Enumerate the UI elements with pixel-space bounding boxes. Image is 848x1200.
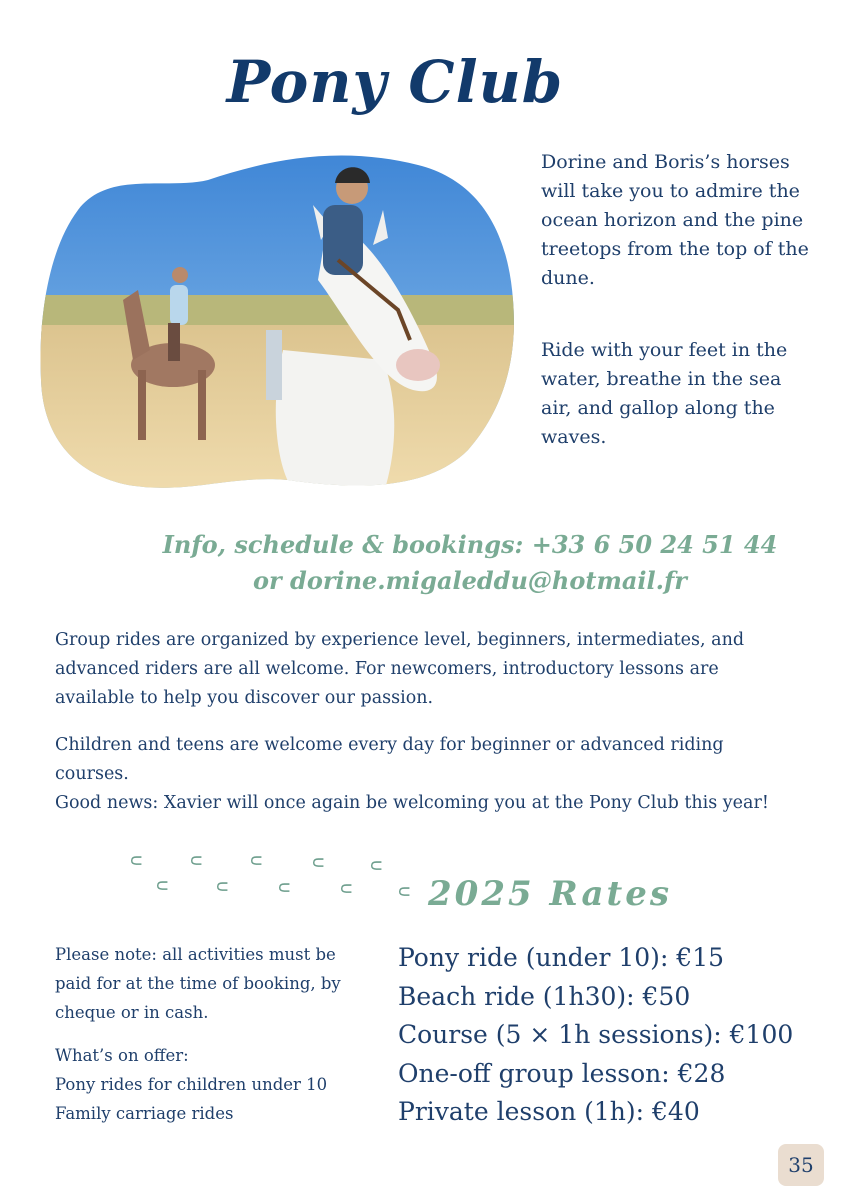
offer-list: [55, 1070, 385, 1128]
rate-item: Private lesson (1h): €40: [398, 1097, 700, 1126]
horse-riders-photo: [38, 150, 518, 495]
good-news-paragraph: Good news: Xavier will once again be welcoming you at the Pony Club this year!: [55, 793, 769, 813]
list-item: Family carriage rides: [55, 1104, 234, 1123]
horseshoe-trail-icon: ∪ ∪ ∪ ∪ ∪ ∪ ∪ ∪ ∪ ∪: [126, 853, 416, 899]
page-title: Pony Club: [226, 48, 564, 116]
rate-item: Beach ride (1h30): €50: [398, 981, 691, 1011]
payment-note: Please note: all activities must be paid for at the time of booking, by cheque or in cash.: [55, 945, 341, 1022]
offer-heading: What’s on offer:: [55, 1046, 189, 1065]
intro-paragraph-2: Ride with your feet in the water, breathe in the sea air, and gallop along the waves.: [541, 339, 788, 448]
rate-item: Course (5 × 1h sessions): €100: [398, 1020, 794, 1049]
group-rides-paragraph: Group rides are organized by experience level, beginners, intermediates, and advanced riders are all welcome. For newcomers, introductory lessons are available to help you discover our passion.: [55, 630, 745, 708]
list-item: Pony rides for children under 10: [55, 1075, 328, 1094]
contact-phone[interactable]: Info, schedule & bookings: +33 6 50 24 51 44: [162, 530, 778, 559]
rate-item: Pony ride (under 10): €15: [398, 943, 725, 972]
rate-item: One-off group lesson: €28: [398, 1058, 726, 1088]
rates-heading: 2025 Rates: [428, 874, 673, 914]
contact-email[interactable]: or dorine.migaleddu@hotmail.fr: [253, 566, 687, 595]
rates-list: [398, 939, 818, 1132]
children-paragraph: Children and teens are welcome every day for beginner or advanced riding courses.: [55, 735, 724, 784]
page-number: 35: [778, 1144, 824, 1186]
intro-paragraph-1: Dorine and Boris’s horses will take you to admire the ocean horizon and the pine treetops from the top of the dune.: [541, 151, 809, 289]
